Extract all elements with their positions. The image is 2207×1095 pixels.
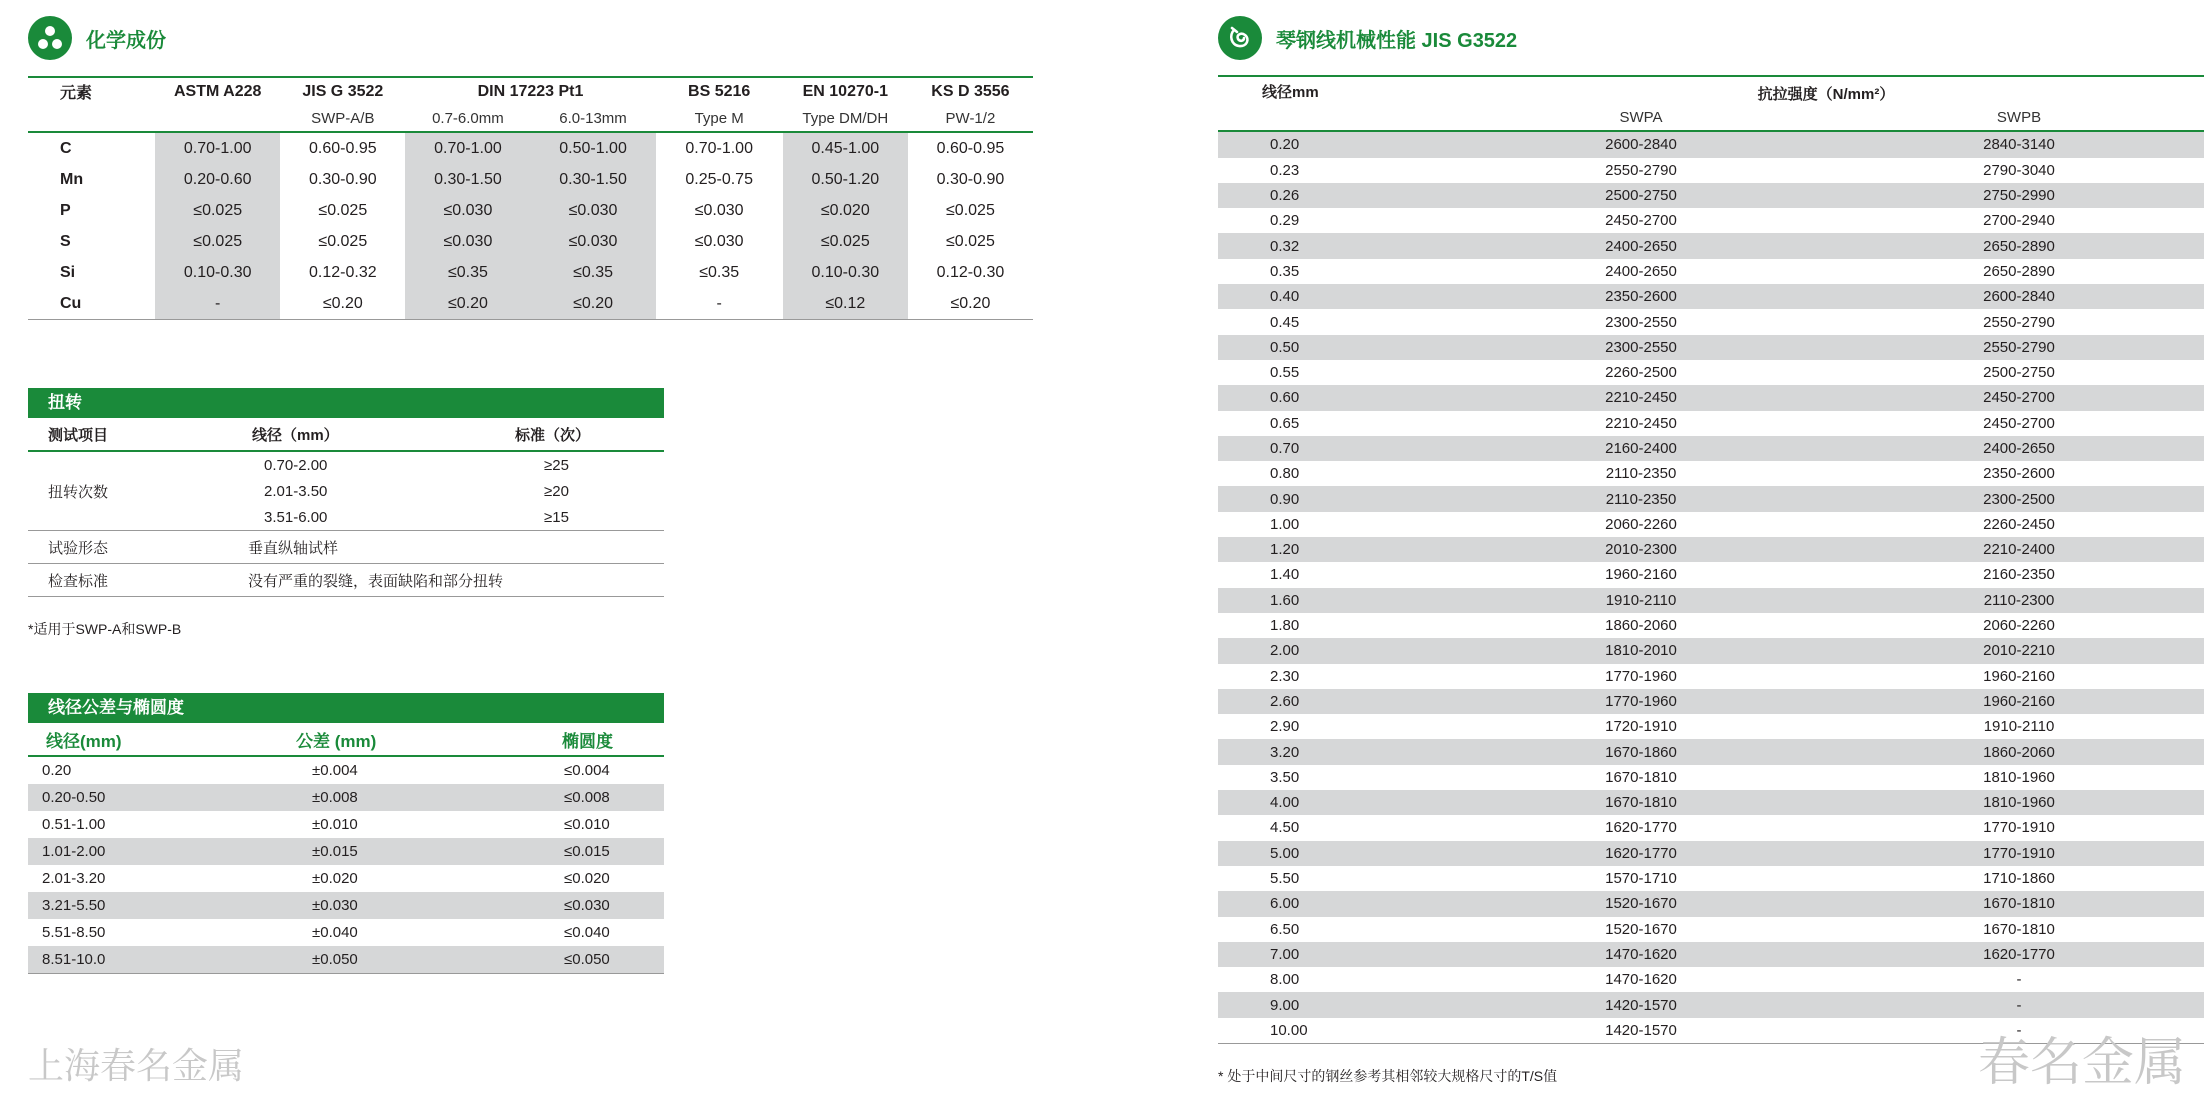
header-en: EN 10270-1 <box>802 82 888 100</box>
chem-value: 0.30-1.50 <box>405 164 530 195</box>
tol-title: 线径公差与椭圆度 <box>28 693 664 723</box>
mech-cell-d: 10.00 <box>1270 1021 1308 1039</box>
chem-value: ≤0.025 <box>318 201 368 219</box>
mech-cell-a: 2010-2300 <box>1448 537 1834 562</box>
tol-h-oval: 椭圆度 <box>562 731 613 751</box>
mech-cell-b: 2400-2650 <box>1834 436 2204 461</box>
tol-h-tol: 公差 (mm) <box>296 731 377 751</box>
mech-cell-d: 0.65 <box>1270 414 1300 432</box>
chem-element: Si <box>60 263 76 281</box>
mech-cell-d: 0.23 <box>1270 161 1300 179</box>
tol-cell-o: ≤0.015 <box>528 838 664 865</box>
twist-check-value: 没有严重的裂缝，表面缺陷和部分扭转 <box>248 572 504 590</box>
mech-cell-b: 1770-1910 <box>1983 819 2055 837</box>
mech-row <box>1218 891 2204 916</box>
mech-cell-b: 1620-1770 <box>1834 942 2204 967</box>
mech-cell-d: 3.20 <box>1218 739 1448 764</box>
chem-value: 0.60-0.95 <box>309 139 377 157</box>
chem-value: - <box>155 288 280 319</box>
tol-cell-t: ±0.010 <box>312 816 358 833</box>
mech-cell-b: 2500-2750 <box>1983 364 2055 382</box>
chem-header-row <box>28 78 1033 105</box>
chem-row <box>28 195 1033 226</box>
mech-note: * 处于中间尺寸的钢丝参考其相邻较大规格尺寸的T/S值 <box>1218 1068 1558 1084</box>
mech-section-header <box>1218 16 1517 60</box>
mech-cell-d: 1.40 <box>1270 566 1300 584</box>
mech-cell-a: 1860-2060 <box>1605 617 1677 635</box>
chem-body <box>28 132 1033 319</box>
mech-cell-d: 1.80 <box>1270 617 1300 635</box>
mech-row <box>1218 360 2204 385</box>
spring-wire-icon <box>1218 16 1262 60</box>
mech-cell-a: 1420-1570 <box>1605 1021 1677 1039</box>
chem-value: ≤0.025 <box>946 232 995 250</box>
chem-value: 0.20-0.60 <box>155 164 280 195</box>
mech-cell-a: 1770-1960 <box>1448 689 1834 714</box>
chem-value: ≤0.020 <box>783 195 908 226</box>
chem-value: 0.60-0.95 <box>936 139 1005 157</box>
mech-cell-a: 2110-2350 <box>1448 486 1834 511</box>
mech-cell-a: 2400-2650 <box>1448 233 1834 258</box>
chem-table <box>28 78 1033 319</box>
mech-row <box>1218 335 2204 360</box>
mech-cell-a: 1670-1810 <box>1448 790 1834 815</box>
mech-cell-b: 2550-2790 <box>1983 313 2055 331</box>
tol-row <box>28 865 664 892</box>
chem-value: ≤0.20 <box>530 288 655 319</box>
chem-value: 0.12-0.32 <box>309 263 377 281</box>
mech-cell-b: 1910-2110 <box>1983 718 2055 736</box>
chem-value: 0.12-0.30 <box>936 263 1005 281</box>
mech-table-wrap <box>1218 75 2204 1044</box>
sub-jis: SWP-A/B <box>311 109 375 127</box>
mech-cell-b: - <box>1834 992 2204 1017</box>
tol-cell-t: ±0.050 <box>268 946 528 973</box>
twist-h-item: 测试项目 <box>48 426 109 444</box>
mech-cell-d: 0.50 <box>1218 335 1448 360</box>
header-din: DIN 17223 Pt1 <box>477 82 584 100</box>
mech-cell-d: 0.45 <box>1270 313 1300 331</box>
twist-count-label: 扭转次数 <box>28 451 228 531</box>
chem-value: ≤0.35 <box>530 257 655 288</box>
mech-cell-b: 1770-1910 <box>1834 841 2204 866</box>
tol-row <box>28 811 664 838</box>
mech-cell-b: 1960-2160 <box>1983 667 2055 685</box>
mech-cell-a: 1420-1570 <box>1448 992 1834 1017</box>
mech-body <box>1218 131 2204 1043</box>
sub-din1: 0.7-6.0mm <box>432 109 504 127</box>
mech-cell-d: 0.29 <box>1270 212 1300 230</box>
chem-value: ≤0.030 <box>530 226 655 257</box>
chem-element: P <box>60 201 71 219</box>
chem-value: 0.25-0.75 <box>685 170 753 188</box>
tol-cell-t: ±0.020 <box>312 870 358 887</box>
chem-value: ≤0.030 <box>405 195 530 226</box>
chem-value: ≤0.030 <box>405 226 530 257</box>
tol-cell-t: ±0.004 <box>312 762 358 779</box>
tol-section <box>28 693 664 974</box>
chem-value: - <box>716 294 722 312</box>
mech-cell-a: 1720-1910 <box>1605 718 1677 736</box>
mech-cell-a: 1810-2010 <box>1448 638 1834 663</box>
mech-cell-a: 1770-1960 <box>1605 667 1677 685</box>
twist-dia-1: 2.01-3.50 <box>264 482 328 500</box>
mech-cell-b: 1860-2060 <box>1834 739 2204 764</box>
mech-cell-a: 2450-2700 <box>1605 212 1677 230</box>
tol-table <box>28 723 664 973</box>
chem-value: 0.10-0.30 <box>783 257 908 288</box>
mech-cell-b: 2700-2940 <box>1983 212 2055 230</box>
mech-cell-d: 5.50 <box>1270 870 1300 888</box>
chem-value: ≤0.35 <box>699 263 740 281</box>
twist-h-dia: 线径（mm） <box>252 426 339 444</box>
header-astm: ASTM A228 <box>173 82 262 100</box>
chem-value: 0.30-0.90 <box>936 170 1005 188</box>
tol-cell-d: 3.21-5.50 <box>28 892 268 919</box>
chem-element: Mn <box>60 170 84 188</box>
mech-cell-a: 2600-2840 <box>1448 131 1834 157</box>
mech-cell-d: 1.00 <box>1270 515 1300 533</box>
chem-value: ≤0.025 <box>155 226 280 257</box>
header-bs: BS 5216 <box>688 82 751 100</box>
twist-dia-0: 0.70-2.00 <box>264 456 328 474</box>
mech-cell-b: 1810-1960 <box>1983 768 2055 786</box>
mech-row <box>1218 689 2204 714</box>
watermark-left: 上海春名金属 <box>28 1045 245 1086</box>
mech-cell-b: 1710-1860 <box>1983 870 2055 888</box>
mech-cell-a: 1470-1620 <box>1448 942 1834 967</box>
mech-h-tensile: 抗拉强度（N/mm²） <box>1757 85 1895 103</box>
twist-check-label: 检查标准 <box>48 572 109 590</box>
chem-value: 0.70-1.00 <box>155 132 280 164</box>
mech-cell-a: 1620-1770 <box>1605 819 1677 837</box>
twist-form-label: 试验形态 <box>48 539 109 557</box>
mech-row <box>1218 233 2204 258</box>
header-element: 元素 <box>60 85 93 102</box>
mech-cell-d: 2.90 <box>1270 718 1300 736</box>
twist-std-0: ≥25 <box>544 456 569 474</box>
twist-table <box>28 418 664 597</box>
tol-row <box>28 784 664 811</box>
mech-cell-d: 0.32 <box>1218 233 1448 258</box>
mech-cell-b: 2300-2500 <box>1834 486 2204 511</box>
chem-value: ≤0.20 <box>322 294 363 312</box>
sub-en: Type DM/DH <box>802 109 889 127</box>
tol-cell-d: 8.51-10.0 <box>28 946 268 973</box>
mech-cell-b: 2550-2790 <box>1834 335 2204 360</box>
chem-value: 0.70-1.00 <box>685 139 753 157</box>
mech-row <box>1218 131 2204 157</box>
mech-cell-a: 1570-1710 <box>1605 870 1677 888</box>
chem-value: ≤0.030 <box>694 201 744 219</box>
chem-row <box>28 257 1033 288</box>
tol-cell-o: ≤0.050 <box>528 946 664 973</box>
tol-body <box>28 756 664 973</box>
mech-row <box>1218 436 2204 461</box>
mech-cell-b: 2210-2400 <box>1834 537 2204 562</box>
mech-cell-d: 5.00 <box>1218 841 1448 866</box>
chem-value: 0.70-1.00 <box>405 132 530 164</box>
mech-row <box>1218 638 2204 663</box>
mech-cell-b: 2450-2700 <box>1983 414 2055 432</box>
chem-value: 0.10-0.30 <box>155 257 280 288</box>
twist-h-std: 标准（次） <box>515 426 591 444</box>
mech-cell-b: 1670-1810 <box>1834 891 2204 916</box>
mech-cell-d: 3.50 <box>1270 768 1300 786</box>
mech-cell-a: 2160-2400 <box>1448 436 1834 461</box>
chem-value: ≤0.025 <box>155 195 280 226</box>
tol-cell-d: 0.51-1.00 <box>42 816 106 833</box>
tol-cell-o: ≤0.020 <box>564 870 610 887</box>
mech-row <box>1218 461 2204 486</box>
tol-cell-t: ±0.030 <box>268 892 528 919</box>
mech-cell-d: 0.26 <box>1218 183 1448 208</box>
mech-cell-b: 1960-2160 <box>1834 689 2204 714</box>
chem-value: ≤0.20 <box>950 294 991 312</box>
chem-value: ≤0.12 <box>783 288 908 319</box>
mech-cell-b: 2750-2990 <box>1834 183 2204 208</box>
mech-h-swpa: SWPA <box>1619 109 1663 127</box>
watermark-right: 春名金属 <box>1978 1034 2187 1092</box>
mech-cell-b: 2110-2300 <box>1834 588 2204 613</box>
mech-cell-d: 0.20 <box>1218 131 1448 157</box>
mech-cell-b: 1670-1810 <box>1983 920 2055 938</box>
mech-row <box>1218 866 2204 891</box>
mech-cell-d: 6.50 <box>1270 920 1300 938</box>
mech-cell-d: 0.70 <box>1218 436 1448 461</box>
mech-row <box>1218 588 2204 613</box>
mech-row <box>1218 714 2204 739</box>
mech-cell-d: 0.90 <box>1218 486 1448 511</box>
mech-h-dia: 线径mm <box>1262 84 1319 101</box>
tol-cell-o: ≤0.008 <box>528 784 664 811</box>
mech-cell-a: 2260-2500 <box>1605 364 1677 382</box>
mech-cell-b: 2060-2260 <box>1983 617 2055 635</box>
mech-row <box>1218 815 2204 840</box>
mech-cell-b: - <box>2016 971 2022 989</box>
mech-cell-a: 1670-1860 <box>1448 739 1834 764</box>
chem-value: ≤0.030 <box>694 232 744 250</box>
chem-value: ≤0.030 <box>530 195 655 226</box>
mech-row <box>1218 942 2204 967</box>
mech-row <box>1218 664 2204 689</box>
mech-row <box>1218 739 2204 764</box>
mech-row <box>1218 158 2204 183</box>
mech-cell-a: 2110-2350 <box>1605 465 1677 483</box>
mech-row <box>1218 512 2204 537</box>
mech-cell-d: 0.35 <box>1270 262 1300 280</box>
mech-cell-d: 0.55 <box>1270 364 1300 382</box>
twist-std-2: ≥15 <box>544 508 569 526</box>
tol-row <box>28 946 664 973</box>
sub-bs: Type M <box>694 109 744 127</box>
mech-cell-d: 7.00 <box>1218 942 1448 967</box>
mech-cell-a: 2210-2450 <box>1448 385 1834 410</box>
chem-subheader-row <box>28 105 1033 132</box>
chem-value: ≤0.025 <box>946 201 995 219</box>
tol-cell-o: ≤0.030 <box>528 892 664 919</box>
mech-cell-d: 4.50 <box>1270 819 1300 837</box>
chem-title: 化学成份 <box>86 29 166 52</box>
mech-cell-b: 1810-1960 <box>1834 790 2204 815</box>
mech-cell-a: 1910-2110 <box>1448 588 1834 613</box>
tol-h-dia: 线径(mm) <box>46 731 122 751</box>
tol-cell-t: ±0.015 <box>268 838 528 865</box>
mech-row <box>1218 841 2204 866</box>
chem-value: 0.30-0.90 <box>309 170 377 188</box>
mech-row <box>1218 992 2204 1017</box>
mech-cell-a: 1960-2160 <box>1605 566 1677 584</box>
mech-cell-a: 1470-1620 <box>1605 971 1677 989</box>
chem-value: ≤0.35 <box>405 257 530 288</box>
twist-section <box>28 388 664 639</box>
mech-row <box>1218 765 2204 790</box>
mech-cell-b: 2600-2840 <box>1834 284 2204 309</box>
mech-cell-b: - <box>2016 1021 2022 1039</box>
mech-cell-d: 0.60 <box>1218 385 1448 410</box>
tol-row <box>28 838 664 865</box>
tol-cell-o: ≤0.040 <box>564 924 610 941</box>
mech-cell-d: 2.30 <box>1270 667 1300 685</box>
mech-cell-b: 2350-2600 <box>1983 465 2055 483</box>
mech-row <box>1218 562 2204 587</box>
mech-cell-a: 2300-2550 <box>1605 313 1677 331</box>
mech-row <box>1218 309 2204 334</box>
mech-title: 琴钢线机械性能 JIS G3522 <box>1276 29 1518 52</box>
mech-cell-b: 2650-2890 <box>1983 262 2055 280</box>
mech-row <box>1218 917 2204 942</box>
mech-cell-d: 2.60 <box>1218 689 1448 714</box>
tol-row <box>28 756 664 784</box>
mech-row <box>1218 385 2204 410</box>
mech-cell-b: 2650-2890 <box>1834 233 2204 258</box>
mech-cell-a: 2550-2790 <box>1605 161 1677 179</box>
mech-cell-a: 2350-2600 <box>1448 284 1834 309</box>
tol-cell-d: 2.01-3.20 <box>42 870 106 887</box>
chem-value: ≤0.025 <box>318 232 368 250</box>
twist-title: 扭转 <box>28 388 664 418</box>
mech-row <box>1218 411 2204 436</box>
mech-cell-b: 2260-2450 <box>1983 515 2055 533</box>
mech-table <box>1218 77 2204 1043</box>
tol-cell-t: ±0.008 <box>268 784 528 811</box>
tol-cell-d: 0.20 <box>42 762 72 779</box>
twist-form-value: 垂直纵轴试样 <box>248 539 339 557</box>
mech-cell-a: 1620-1770 <box>1448 841 1834 866</box>
chem-row <box>28 164 1033 195</box>
twist-note: *适用于SWP-A和SWP-B <box>28 621 182 637</box>
mech-cell-b: 2160-2350 <box>1983 566 2055 584</box>
mech-row <box>1218 537 2204 562</box>
mech-cell-b: 2840-3140 <box>1834 131 2204 157</box>
chem-value: ≤0.025 <box>783 226 908 257</box>
twist-dia-2: 3.51-6.00 <box>264 508 328 526</box>
chem-row <box>28 132 1033 164</box>
mech-row <box>1218 967 2204 992</box>
mech-cell-a: 1520-1670 <box>1605 920 1677 938</box>
mech-h-swpb: SWPB <box>1996 109 2042 127</box>
mech-cell-d: 4.00 <box>1218 790 1448 815</box>
mech-row <box>1218 613 2204 638</box>
chem-element: Cu <box>60 294 82 312</box>
chem-section-header <box>28 16 166 60</box>
mech-cell-b: 2010-2210 <box>1834 638 2204 663</box>
tol-cell-t: ±0.040 <box>312 924 358 941</box>
mech-cell-b: 2450-2700 <box>1834 385 2204 410</box>
tol-row <box>28 919 664 946</box>
chem-value: 0.50-1.00 <box>530 132 655 164</box>
sub-ks: PW-1/2 <box>945 109 996 127</box>
mech-cell-d: 2.00 <box>1218 638 1448 663</box>
chem-value: 0.45-1.00 <box>783 132 908 164</box>
chem-table-wrap <box>28 76 1033 320</box>
chem-value: 0.30-1.50 <box>530 164 655 195</box>
tol-cell-d: 5.51-8.50 <box>42 924 106 941</box>
mech-row <box>1218 183 2204 208</box>
mech-row <box>1218 790 2204 815</box>
mech-cell-d: 0.80 <box>1270 465 1300 483</box>
molecule-icon <box>28 16 72 60</box>
mech-row <box>1218 284 2204 309</box>
mech-cell-d: 6.00 <box>1218 891 1448 916</box>
mech-cell-d: 9.00 <box>1218 992 1448 1017</box>
mech-cell-a: 1520-1670 <box>1448 891 1834 916</box>
mech-cell-d: 0.40 <box>1218 284 1448 309</box>
mech-cell-a: 2210-2450 <box>1605 414 1677 432</box>
mech-cell-a: 1670-1810 <box>1605 768 1677 786</box>
chem-row <box>28 288 1033 319</box>
chem-value: 0.50-1.20 <box>783 164 908 195</box>
mech-cell-d: 8.00 <box>1270 971 1300 989</box>
mech-cell-a: 2060-2260 <box>1605 515 1677 533</box>
header-jis: JIS G 3522 <box>302 82 384 100</box>
mech-cell-d: 1.20 <box>1218 537 1448 562</box>
twist-std-1: ≥20 <box>544 482 569 500</box>
sub-din2: 6.0-13mm <box>559 109 627 127</box>
mech-cell-d: 1.60 <box>1218 588 1448 613</box>
mech-cell-b: 2790-3040 <box>1983 161 2055 179</box>
mech-row <box>1218 486 2204 511</box>
mech-cell-a: 2300-2550 <box>1448 335 1834 360</box>
header-ks: KS D 3556 <box>931 82 1010 100</box>
chem-element: S <box>60 232 71 250</box>
tol-cell-o: ≤0.010 <box>564 816 610 833</box>
tol-cell-d: 1.01-2.00 <box>28 838 268 865</box>
tol-cell-d: 0.20-0.50 <box>28 784 268 811</box>
tol-cell-o: ≤0.004 <box>564 762 610 779</box>
mech-row <box>1218 259 2204 284</box>
chem-value: ≤0.20 <box>405 288 530 319</box>
chem-element: C <box>60 139 72 157</box>
mech-cell-a: 2400-2650 <box>1605 262 1677 280</box>
chem-row <box>28 226 1033 257</box>
tol-row <box>28 892 664 919</box>
mech-cell-a: 2500-2750 <box>1448 183 1834 208</box>
mech-row <box>1218 208 2204 233</box>
